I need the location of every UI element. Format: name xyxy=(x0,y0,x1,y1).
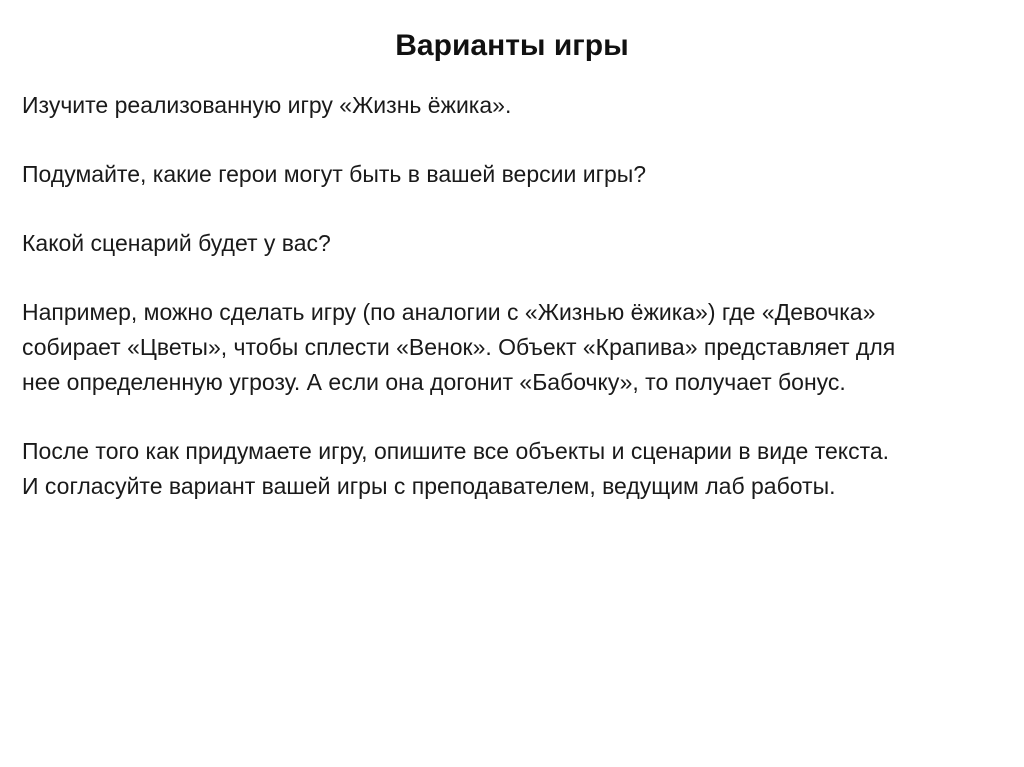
text-line: И согласуйте вариант вашей игры с преподавателем, ведущим лаб работы. xyxy=(22,473,836,499)
paragraph-study-game xyxy=(22,88,1007,123)
text-line: нее определенную угрозу. А если она догонит «Бабочку», то получает бонус. xyxy=(22,369,846,395)
slide-body xyxy=(22,88,1007,538)
paragraph-heroes-question xyxy=(22,157,1007,192)
paragraph-scenario-question xyxy=(22,226,1007,261)
text-line: Например, можно сделать игру (по аналогии с «Жизнью ёжика») где «Девочка» xyxy=(22,299,876,325)
text-line: Какой сценарий будет у вас? xyxy=(22,230,331,256)
text-line: Изучите реализованную игру «Жизнь ёжика». xyxy=(22,92,512,118)
slide-title: Варианты игры xyxy=(395,29,629,62)
text-line: После того как придумаете игру, опишите все объекты и сценарии в виде текста. xyxy=(22,438,890,464)
text-line: Подумайте, какие герои могут быть в вашей версии игры? xyxy=(22,161,647,187)
paragraph-instructions xyxy=(22,434,1007,504)
paragraph-example xyxy=(22,295,1007,400)
text-line: собирает «Цветы», чтобы сплести «Венок». Объект «Крапива» представляет для xyxy=(22,334,896,360)
